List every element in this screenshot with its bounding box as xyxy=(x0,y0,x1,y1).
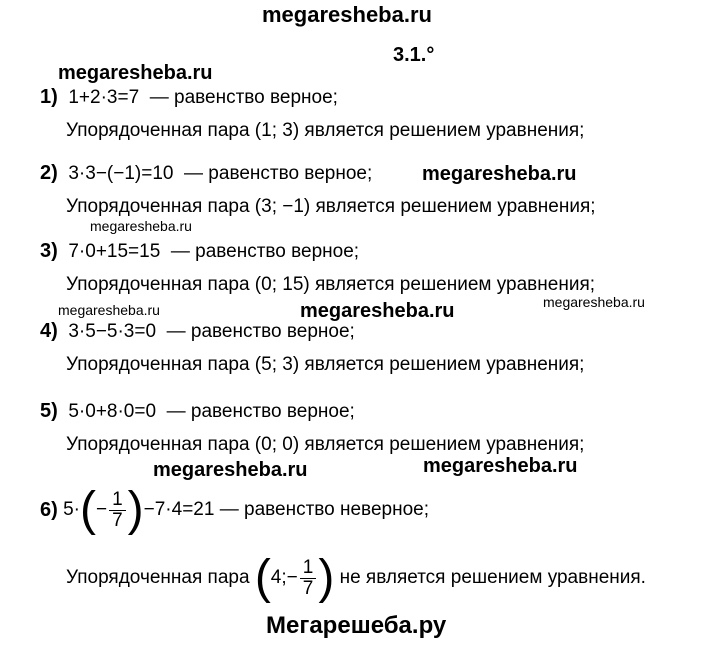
item-number: 5) xyxy=(40,400,58,422)
item-3 xyxy=(40,240,359,263)
watermark: megaresheba.ru xyxy=(423,455,578,477)
equation-prefix: 5· xyxy=(63,499,80,520)
note-suffix: не является решением уравнения. xyxy=(339,567,646,588)
item-number: 4) xyxy=(40,320,58,342)
watermark-top: megaresheba.ru xyxy=(262,2,432,27)
pair-first: 4;− xyxy=(270,567,298,588)
watermark: megaresheba.ru xyxy=(543,294,645,310)
fraction-denominator: 7 xyxy=(302,577,314,599)
item-4-note: Упорядоченная пара (5; 3) является решением уравнения; xyxy=(66,354,585,375)
verdict: — равенство верное; xyxy=(170,241,360,262)
note-prefix: Упорядоченная пара xyxy=(66,567,250,588)
fraction xyxy=(109,490,126,531)
watermark: megaresheba.ru xyxy=(300,300,455,322)
item-1-note: Упорядоченная пара (1; 3) является решением уравнения; xyxy=(66,120,585,141)
watermark: megaresheba.ru xyxy=(58,302,160,318)
item-1 xyxy=(40,86,338,109)
left-paren: ( xyxy=(79,483,96,536)
equation: 3·5−5·3=0 xyxy=(68,321,157,342)
item-number: 3) xyxy=(40,240,58,262)
verdict: — равенство верное; xyxy=(149,87,338,108)
item-number: 6) xyxy=(40,498,58,521)
right-paren: ) xyxy=(318,551,335,604)
equation: 7·0+15=15 xyxy=(68,241,161,262)
watermark: megaresheba.ru xyxy=(422,163,577,185)
verdict: — равенство верное; xyxy=(166,321,355,342)
equation: 1+2·3=7 xyxy=(68,87,140,108)
equation: 3·3−(−1)=10 xyxy=(68,163,174,184)
equation: 5·0+8·0=0 xyxy=(68,401,157,422)
footer-brand: Мегарешеба.ру xyxy=(266,612,447,639)
item-5 xyxy=(40,400,355,423)
verdict: — равенство верное; xyxy=(166,401,355,422)
item-3-note: Упорядоченная пара (0; 15) является решением уравнения; xyxy=(66,274,596,295)
left-paren: ( xyxy=(254,551,271,604)
item-number: 1) xyxy=(40,86,58,108)
pair-fraction xyxy=(300,558,317,599)
watermark: megaresheba.ru xyxy=(90,218,192,234)
item-2-note: Упорядоченная пара (3; −1) является решением уравнения; xyxy=(66,196,596,217)
watermark: megaresheba.ru xyxy=(153,459,308,481)
item-5-note: Упорядоченная пара (0; 0) является решением уравнения; xyxy=(66,434,585,455)
equation-suffix: −7·4=21 xyxy=(143,499,215,520)
watermark: megaresheba.ru xyxy=(58,62,213,84)
verdict: — равенство верное; xyxy=(184,163,373,184)
verdict: — равенство неверное; xyxy=(219,499,429,520)
item-number: 2) xyxy=(40,162,58,184)
fraction-sign: − xyxy=(95,499,108,520)
item-2 xyxy=(40,162,372,185)
item-4 xyxy=(40,320,355,343)
right-paren: ) xyxy=(127,483,144,536)
fraction-denominator: 7 xyxy=(112,509,123,531)
fraction-numerator: 1 xyxy=(300,558,317,579)
exercise-title: 3.1.° xyxy=(393,44,435,66)
item-6-note xyxy=(66,546,646,610)
fraction-numerator: 1 xyxy=(109,490,126,511)
item-6 xyxy=(40,478,429,542)
